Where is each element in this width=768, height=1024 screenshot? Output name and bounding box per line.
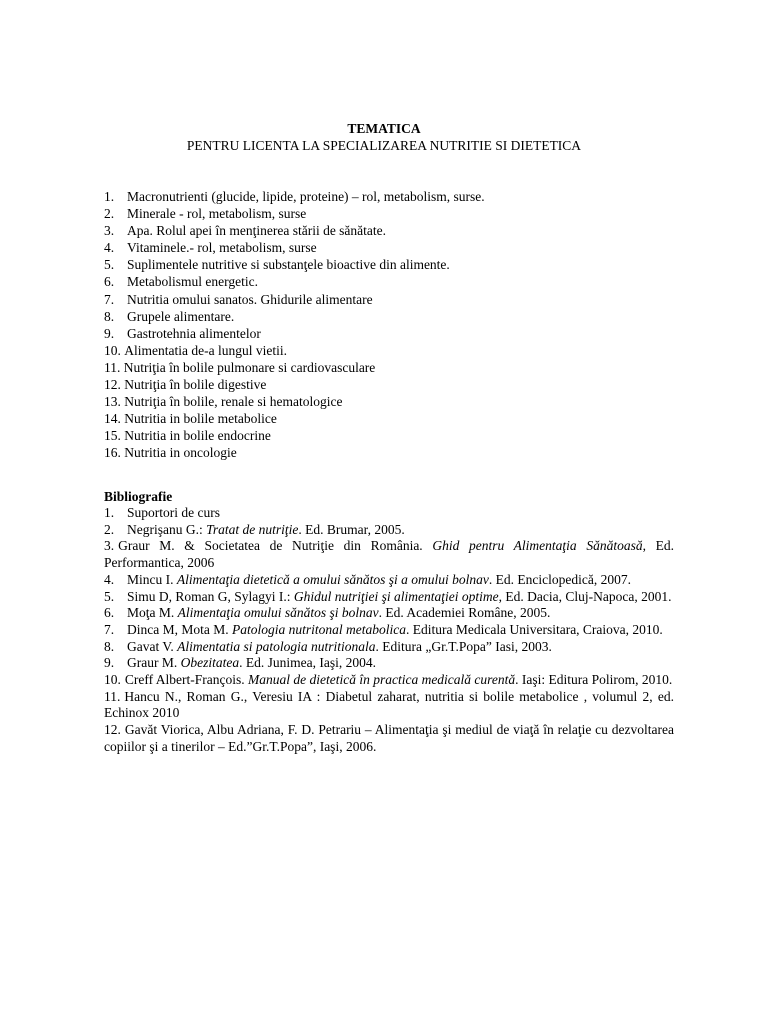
item-publisher: . Editura Medicala Universitara, Craiova, 2010.	[406, 621, 663, 637]
item-number: 16.	[104, 445, 121, 461]
item-number: 10.	[104, 672, 121, 688]
list-item	[104, 427, 684, 444]
item-number: 3.	[104, 223, 115, 239]
list-item	[104, 291, 684, 308]
item-number: 5.	[104, 257, 115, 273]
bibliography-item	[104, 672, 674, 689]
item-title: Obezitatea	[180, 655, 240, 671]
item-text: Hancu N., Roman G., Veresiu IA : Diabetul zaharat, nutritia si bolile metabolice , volumul 2, ed. Echinox 2010	[104, 688, 674, 721]
item-number: 12.	[104, 377, 121, 393]
bibliography-item	[104, 622, 674, 639]
list-item	[104, 308, 684, 325]
item-author: Dinca M, Mota M.	[127, 621, 232, 637]
list-item	[104, 393, 684, 410]
item-number: 10.	[104, 342, 121, 358]
item-publisher: . Ed. Brumar, 2005.	[298, 521, 405, 537]
bibliography-heading: Bibliografie	[104, 489, 173, 504]
item-text: Suplimentele nutritive si substanţele bioactive din alimente.	[127, 257, 450, 273]
list-item	[104, 256, 684, 273]
item-publisher: . Iaşi: Editura Polirom, 2010.	[515, 672, 673, 688]
item-number: 9.	[104, 325, 115, 341]
item-text: Grupele alimentare.	[127, 308, 235, 324]
item-number: 8.	[104, 308, 115, 324]
item-number: 11.	[104, 359, 121, 375]
item-text: Nutriţia în bolile digestive	[124, 377, 267, 393]
item-text: Alimentatia de-a lungul vietii.	[124, 342, 287, 358]
document-subtitle: PENTRU LICENTA LA SPECIALIZAREA NUTRITIE SI DIETETICA	[186, 138, 582, 153]
item-title: Alimentaţia dietetică a omului sănătos şi a omului bolnav	[176, 571, 489, 587]
item-author: Graur M.	[127, 655, 181, 671]
item-number: 3.	[104, 538, 115, 554]
item-number: 12.	[104, 722, 121, 738]
item-text: Nutriţia în bolile, renale si hematologice	[124, 394, 343, 410]
item-publisher: , Ed. Performantica, 2006	[104, 538, 675, 571]
item-text: Nutritia in oncologie	[124, 445, 237, 461]
item-publisher: . Ed. Enciclopedică, 2007.	[488, 571, 631, 587]
bibliography-item	[104, 572, 674, 589]
list-item	[104, 342, 684, 359]
item-text: Minerale - rol, metabolism, surse	[127, 206, 307, 222]
list-item	[104, 410, 684, 427]
document-title: TEMATICA	[347, 121, 421, 136]
item-publisher: , Ed. Dacia, Cluj-Napoca, 2001.	[498, 588, 672, 604]
item-author: Moţa M.	[127, 605, 178, 621]
item-publisher: . Editura „Gr.T.Popa” Iasi, 2003.	[375, 638, 552, 654]
item-author: Simu D, Roman G, Sylagyi I.:	[127, 588, 294, 604]
item-title: Alimentatia si patologia nutritionala	[177, 638, 376, 654]
list-item	[104, 188, 684, 205]
item-text: Vitaminele.- rol, metabolism, surse	[127, 240, 317, 256]
item-number: 7.	[104, 291, 115, 307]
list-item	[104, 376, 684, 393]
item-text: Nutritia omului sanatos. Ghidurile alimentare	[127, 291, 373, 307]
bibliography-item	[104, 605, 674, 622]
list-item	[104, 444, 684, 461]
list-item	[104, 205, 684, 222]
item-author: Creff Albert-François.	[124, 672, 248, 688]
item-number: 2.	[104, 521, 115, 537]
bibliography-item	[104, 589, 674, 606]
item-number: 1.	[104, 189, 115, 204]
item-title: Ghidul nutriţiei şi alimentaţiei optime	[293, 588, 499, 604]
list-item	[104, 325, 684, 342]
item-text: Metabolismul energetic.	[127, 274, 258, 290]
list-item	[104, 273, 684, 290]
item-text: Gastrotehnia alimentelor	[127, 325, 261, 341]
item-number: 8.	[104, 638, 115, 654]
topic-list	[104, 188, 684, 462]
item-author: Mincu I.	[127, 571, 177, 587]
item-number: 5.	[104, 588, 115, 604]
bibliography-item	[104, 505, 674, 522]
item-title: Patologia nutritonal metabolica	[232, 621, 406, 637]
item-author: Negrişanu G.:	[127, 521, 207, 537]
item-text: Suportori de curs	[127, 505, 220, 520]
item-number: 2.	[104, 206, 115, 222]
item-number: 6.	[104, 274, 115, 290]
item-number: 13.	[104, 394, 121, 410]
item-text: Macronutrienti (glucide, lipide, proteine) – rol, metabolism, surse.	[127, 189, 485, 204]
bibliography-item	[104, 722, 674, 755]
bibliography-item	[104, 689, 674, 722]
item-number: 14.	[104, 411, 121, 427]
item-author: Graur M. & Societatea de Nutriţie din România.	[118, 538, 433, 554]
list-item	[104, 222, 684, 239]
bibliography-item	[104, 639, 674, 656]
item-number: 1.	[104, 505, 115, 520]
bibliography-item	[104, 522, 674, 539]
item-title: Manual de dietetică în practica medicală curentă	[247, 672, 516, 688]
item-publisher: . Ed. Junimea, Iaşi, 2004.	[239, 655, 376, 671]
list-item	[104, 239, 684, 256]
item-number: 6.	[104, 605, 115, 621]
item-publisher: . Ed. Academiei Române, 2005.	[378, 605, 551, 621]
item-number: 4.	[104, 240, 115, 256]
bibliography-list	[104, 505, 674, 756]
item-number: 15.	[104, 428, 121, 444]
item-number: 4.	[104, 571, 115, 587]
item-text: Nutritia in bolile metabolice	[124, 411, 277, 427]
bibliography-item	[104, 655, 674, 672]
bibliography-item	[104, 538, 674, 571]
list-item	[104, 359, 684, 376]
item-number: 9.	[104, 655, 115, 671]
item-text: Gavăt Viorica, Albu Adriana, F. D. Petrariu – Alimentaţia şi mediul de viaţă în relaţie cu dezvoltarea copiilor şi a tinerilor – Ed.”Gr.T.Popa”, Iaşi, 2006.	[104, 722, 674, 754]
item-title: Alimentaţia omului sănătos şi bolnav	[177, 605, 379, 621]
item-text: Apa. Rolul apei în menţinerea stării de sănătate.	[127, 223, 387, 239]
item-author: Gavat V.	[127, 638, 178, 654]
item-title: Ghid pentru Alimentaţia Sănătoasă	[432, 538, 643, 554]
item-number: 7.	[104, 621, 115, 637]
item-number: 11.	[104, 688, 121, 704]
item-text: Nutritia in bolile endocrine	[124, 428, 271, 444]
item-text: Nutriţia în bolile pulmonare si cardiovasculare	[123, 359, 376, 375]
item-title: Tratat de nutriţie	[206, 521, 299, 537]
